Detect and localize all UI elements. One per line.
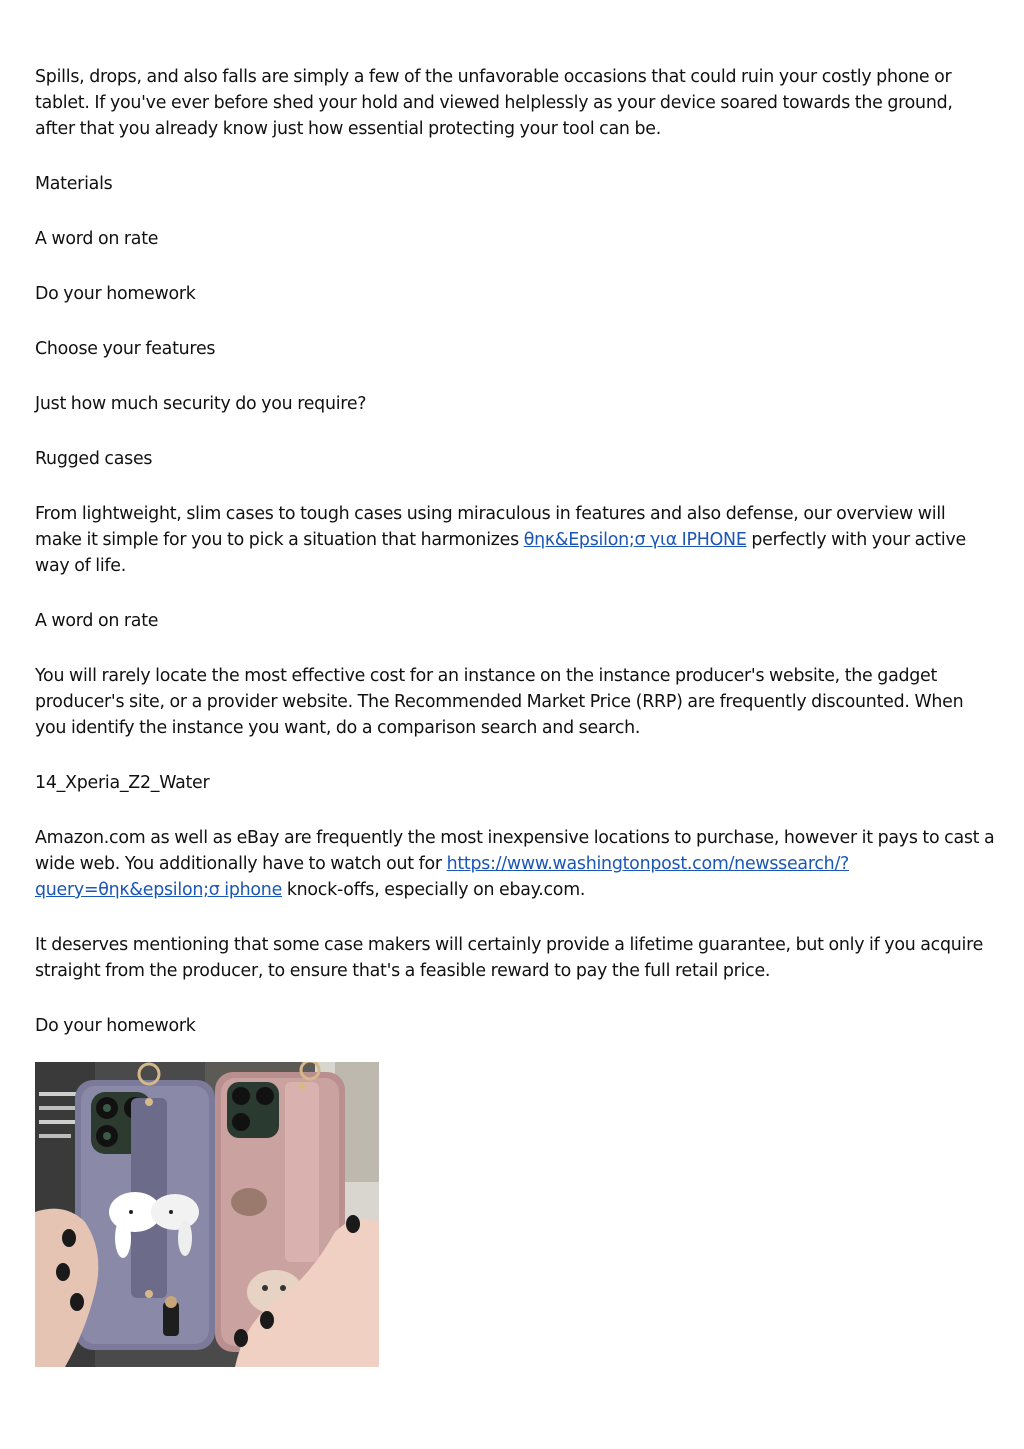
intro-paragraph: Spills, drops, and also falls are simply a few of the unfavorable occasions that could ruin your costly phone or tablet. If you've ever before shed your hold and viewed helplessly as your device soared towards the ground, after that you already know just how essential protecting your tool can be.	[35, 67, 953, 139]
overview-paragraph	[35, 501, 995, 579]
overview-text-after: perfectly with your active way of life.	[35, 530, 966, 576]
homework-heading: Do your homework	[35, 1016, 196, 1036]
toc-homework: Do your homework	[35, 284, 196, 304]
toc-features: Choose your features	[35, 339, 216, 359]
image-label: 14_Xperia_Z2_Water	[35, 773, 210, 793]
amazon-text-before: Amazon.com as well as eBay are frequently the most inexpensive locations to purchase, however it pays to cast a wide web. You additionally have to watch out for	[35, 828, 995, 874]
article-body	[35, 64, 995, 1068]
toc-rate: A word on rate	[35, 229, 159, 249]
overview-text-before: From lightweight, slim cases to tough cases using miraculous in features and also defense, our overview will make it simple for you to pick a situation that harmonizes	[35, 504, 946, 550]
phone-case-link[interactable]: θηκ&Epsilon;σ για IPHONE	[523, 530, 747, 550]
toc-materials: Materials	[35, 174, 113, 194]
toc-security: Just how much security do you require?	[35, 394, 367, 414]
rate-heading: A word on rate	[35, 611, 159, 631]
phone-cases-photo	[35, 1062, 379, 1367]
amazon-text-after: knock-offs, especially on ebay.com.	[282, 880, 586, 900]
washingtonpost-search-link[interactable]: https://www.washingtonpost.com/newssearch/?query=θηκ&epsilon;σ iphone	[35, 854, 850, 900]
guarantee-paragraph: It deserves mentioning that some case makers will certainly provide a lifetime guarantee, but only if you acquire straight from the producer, to ensure that's a feasible reward to pay the full retail price.	[35, 935, 984, 981]
amazon-paragraph	[35, 825, 995, 903]
rate-paragraph: You will rarely locate the most effective cost for an instance on the instance producer's website, the gadget producer's site, or a provider website. The Recommended Market Price (RRP) are frequently discounted. When you identify the instance you want, do a comparison search and search.	[35, 666, 964, 738]
toc-rugged: Rugged cases	[35, 449, 153, 469]
